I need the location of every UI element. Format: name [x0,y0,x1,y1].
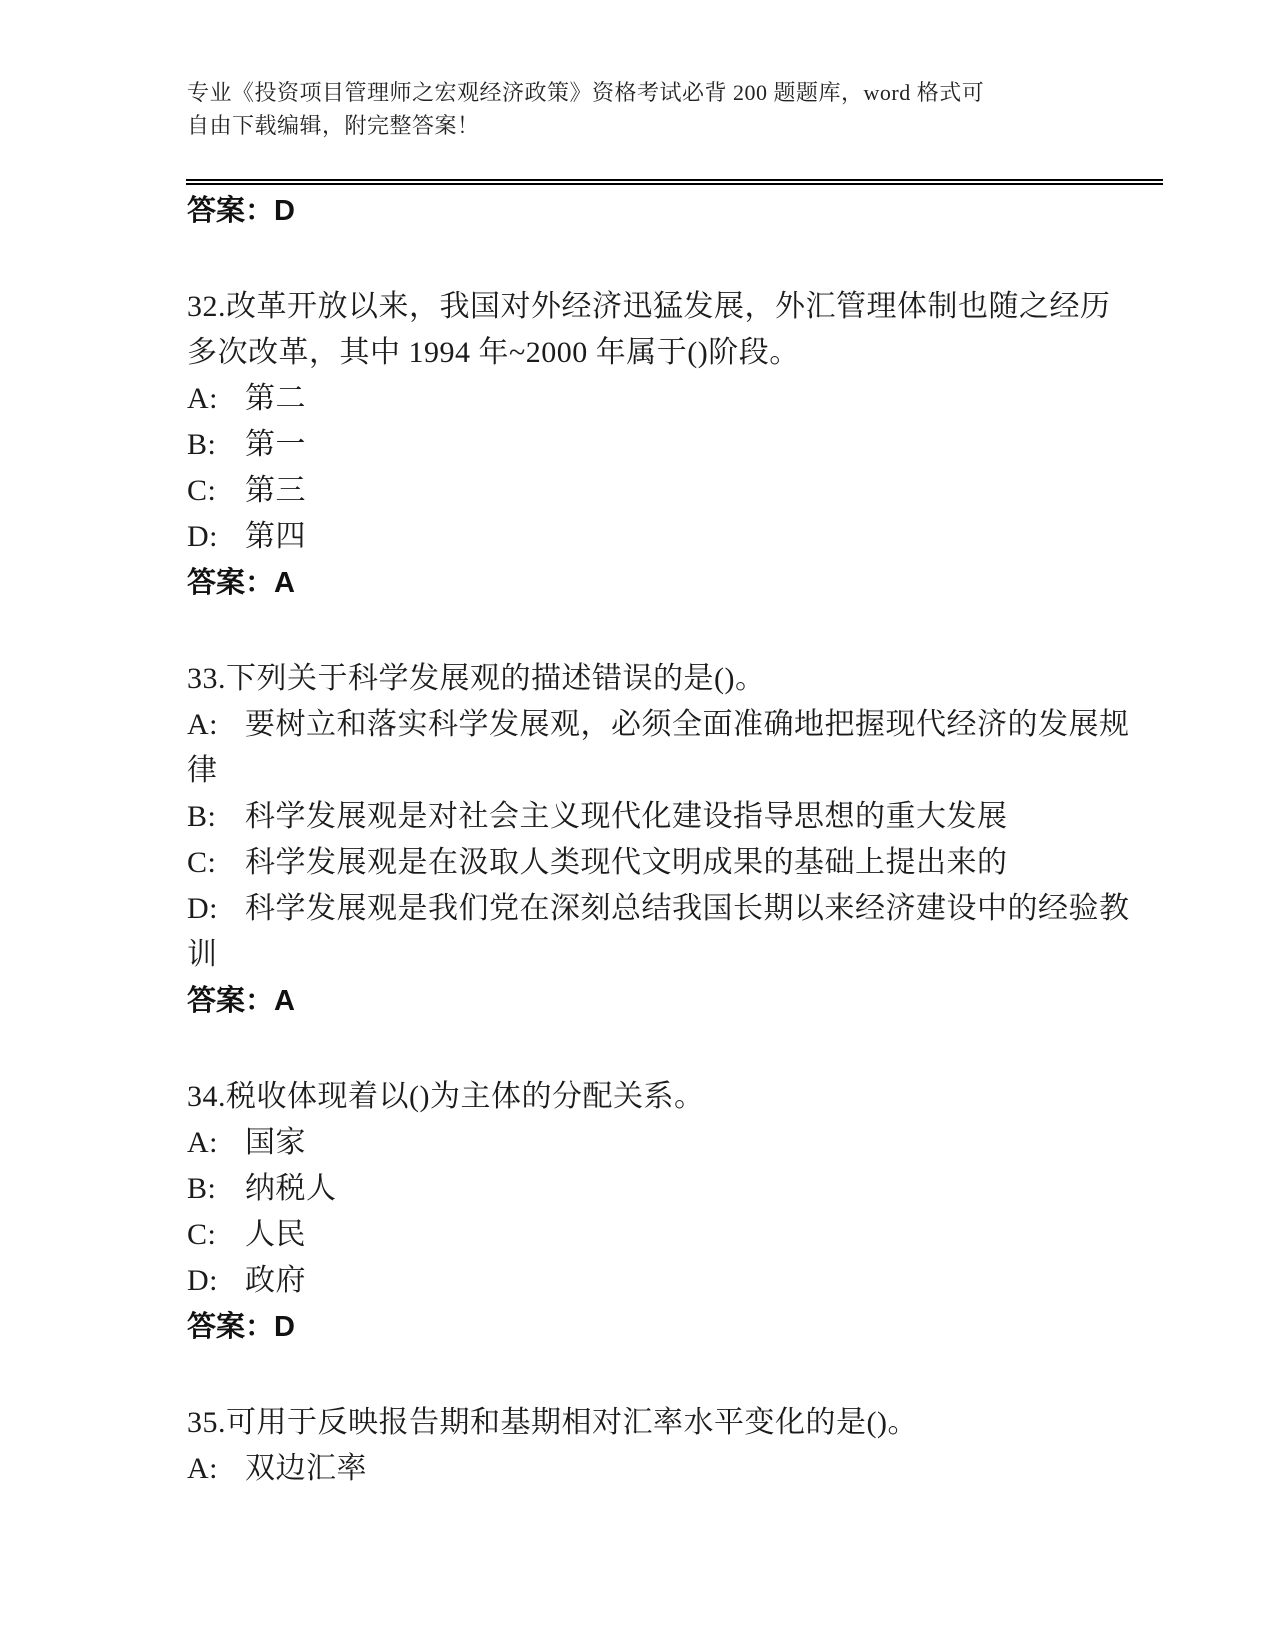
option-d [187,514,1167,560]
option-label: D: [187,1264,218,1297]
option-c [187,840,1167,886]
option-label: D: [187,520,218,553]
answer-line [187,1304,1167,1350]
option-label: A: [187,1126,218,1159]
option-d [187,1258,1167,1304]
header-title-line-1: 专业《投资项目管理师之宏观经济政策》资格考试必背 200 题题库，word 格式可 [187,80,985,105]
option-text: 第二 [245,382,306,415]
option-text: 政府 [245,1264,306,1297]
option-a [187,1120,1167,1166]
question-32 [187,284,1167,606]
question-text-line: 33.下列关于科学发展观的描述错误的是()。 [187,662,766,695]
option-text: 第三 [245,474,306,507]
option-a [187,1446,1167,1492]
option-b [187,422,1167,468]
answer-value: D [274,1311,295,1343]
option-label: B: [187,1172,217,1205]
option-text: 科学发展观是在汲取人类现代文明成果的基础上提出来的 [245,846,1008,879]
page-header [187,76,984,142]
option-label: B: [187,800,217,833]
option-text: 要树立和落实科学发展观，必须全面准确地把握现代经济的发展规 [245,708,1130,741]
option-b [187,1166,1167,1212]
answer-label: 答案： [187,985,275,1017]
option-text: 国家 [245,1126,306,1159]
option-label: A: [187,1452,218,1485]
answer-line-previous-question [187,188,1167,234]
answer-value: A [274,567,295,599]
option-label: C: [187,474,217,507]
answer-line [187,560,1167,606]
option-a [187,376,1167,422]
header-title-line-2: 自由下载编辑，附完整答案！ [187,113,480,138]
question-text-line: 多次改革，其中 1994 年~2000 年属于()阶段。 [187,336,800,369]
option-d-continuation: 训 [187,938,218,971]
option-d [187,886,1167,932]
option-text: 双边汇率 [245,1452,367,1485]
answer-label: 答案： [187,195,275,227]
option-c [187,468,1167,514]
option-label: C: [187,846,217,879]
option-text: 纳税人 [245,1172,337,1205]
question-text-line: 32.改革开放以来，我国对外经济迅猛发展，外汇管理体制也随之经历 [187,290,1111,323]
option-label: C: [187,1218,217,1251]
question-35 [187,1400,1167,1492]
option-a-continuation: 律 [187,754,218,787]
answer-line [187,978,1167,1024]
option-text: 人民 [245,1218,306,1251]
answer-value: D [274,195,295,227]
option-b [187,794,1167,840]
option-a [187,702,1167,748]
answer-label: 答案： [187,1311,275,1343]
document-body [187,188,1167,1492]
option-text: 科学发展观是我们党在深刻总结我国长期以来经济建设中的经验教 [245,892,1130,925]
question-33 [187,656,1167,1024]
option-label: D: [187,892,218,925]
option-label: B: [187,428,217,461]
question-text-line: 35.可用于反映报告期和基期相对汇率水平变化的是()。 [187,1406,918,1439]
header-divider-double-rule [186,179,1163,185]
option-label: A: [187,708,218,741]
answer-label: 答案： [187,567,275,599]
option-text: 科学发展观是对社会主义现代化建设指导思想的重大发展 [245,800,1008,833]
question-34 [187,1074,1167,1350]
option-text: 第一 [245,428,306,461]
option-text: 第四 [245,520,306,553]
question-text-line: 34.税收体现着以()为主体的分配关系。 [187,1080,705,1113]
answer-value: A [274,985,295,1017]
option-c [187,1212,1167,1258]
option-label: A: [187,382,218,415]
